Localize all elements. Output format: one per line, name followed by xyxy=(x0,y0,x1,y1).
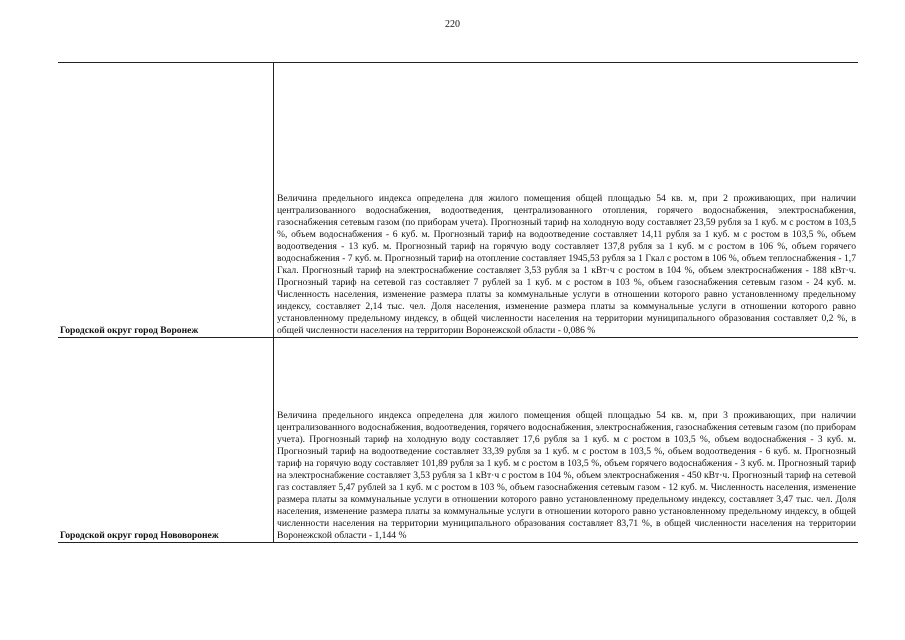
table-row xyxy=(58,63,858,338)
municipality-name-cell: Городской округ город Нововоронеж xyxy=(58,338,274,543)
table-row xyxy=(58,338,858,543)
municipality-name-cell: Городской округ город Воронеж xyxy=(58,63,274,338)
municipality-table xyxy=(58,62,858,543)
description-cell: Величина предельного индекса определена для жилого помещения общей площадью 54 кв. м, при 2 проживающих, при наличии централизованного водоснабжения, водоотведения, централизованного отопления, горячего водоснабжения, электроснабжения, газоснабжения сетевым газом (по приборам учета). Прогнозный тариф на холодную воду составляет 23,59 рубля за 1 куб. м с ростом в 103,5 %, объем водоснабжения - 6 куб. м. Прогнозный тариф на водоотведение составляет 14,11 рубля за 1 куб. м с ростом в 103,5 %, объем водоотведения - 13 куб. м. Прогнозный тариф на горячую воду составляет 137,8 рубля за 1 куб. м с ростом в 106 %, объем горячего водоснабжения - 7 куб. м. Прогнозный тариф на отопление составляет 1945,53 рубля за 1 Гкал с ростом в 106 %, объем теплоснабжения - 1,7 Гкал. Прогнозный тариф на электроснабжение составляет 3,53 рубля за 1 кВт·ч с ростом в 104 %, объем электроснабжения - 188 кВт·ч. Прогнозный тариф на сетевой газ составляет 7 рублей за 1 куб. м с ростом в 103 %, объем газоснабжения сетевым газом - 24 куб. м. Численность населения, изменение размера платы за коммунальные услуги в отношении которого равно установленному предельному индексу, составляет 2,14 тыс. чел. Доля населения, изменение размера платы за коммунальные услуги в отношении которого равно установленному предельному индексу, в общей численности населения на территории муниципального образования составляет 0,2 %, в общей численности населения на территории Воронежской области - 0,086 % xyxy=(274,63,859,338)
page-number: 220 xyxy=(445,19,460,30)
description-cell: Величина предельного индекса определена для жилого помещения общей площадью 54 кв. м, при 3 проживающих, при наличии централизованного водоснабжения, водоотведения, горячего водоснабжения, электроснабжения, газоснабжения сетевым газом (по приборам учета). Прогнозный тариф на холодную воду составляет 17,6 рубля за 1 куб. м с ростом в 103,5 %, объем водоснабжения - 3 куб. м. Прогнозный тариф на водоотведение составляет 33,39 рубля за 1 куб. м с ростом в 103,5 %, объем водоотведения - 6 куб. м. Прогнозный тариф на горячую воду составляет 101,89 рубля за 1 куб. м с ростом в 103,5 %, объем горячего водоснабжения - 3 куб. м. Прогнозный тариф на электроснабжение составляет 3,53 рубля за 1 кВт·ч с ростом в 104 %, объем электроснабжения - 450 кВт·ч. Прогнозный тариф на сетевой газ составляет 5,47 рублей за 1 куб. м с ростом в 103 %, объем газоснабжения сетевым газом - 12 куб. м. Численность населения, изменение размера платы за коммунальные услуги в отношении которого равно установленному предельному индексу, составляет 3,47 тыс. чел. Доля населения, изменение размера платы за коммунальные услуги в отношении которого равно установленному предельному индексу, в общей численности населения на территории муниципального образования составляет 83,71 %, в общей численности населения на территории Воронежской области - 1,144 % xyxy=(274,338,859,543)
